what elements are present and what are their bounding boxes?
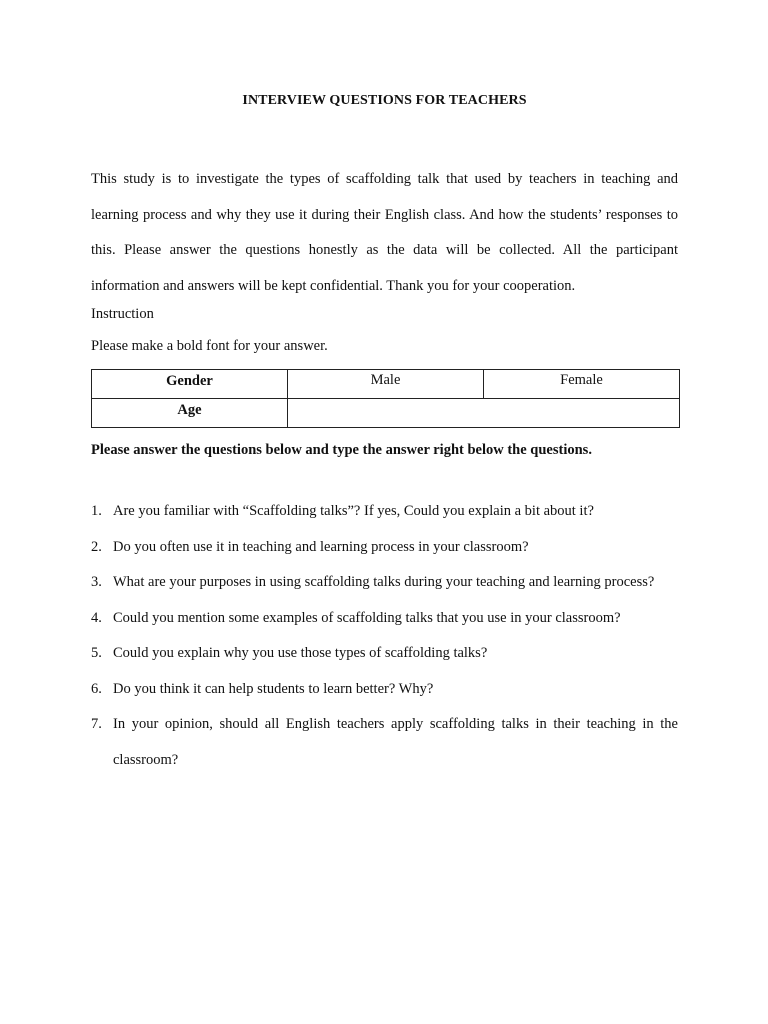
- question-text: Are you familiar with “Scaffolding talks”? If yes, Could you explain a bit about it?: [113, 503, 594, 519]
- gender-option-female[interactable]: Female: [484, 370, 680, 399]
- intro-paragraph: This study is to investigate the types of scaffolding talk that used by teachers in teaching and learning process and why they use it during their English class. And how the students’ responses to this. Please answer the questions honestly as the data will be collected. All the participant information and answers will be kept confidential. Thank you for your cooperation.: [91, 171, 678, 294]
- question-item: [91, 636, 678, 672]
- gender-label: Gender: [92, 370, 288, 399]
- question-item: [91, 530, 678, 566]
- question-number: 3.: [91, 574, 102, 590]
- age-value-cell[interactable]: [288, 399, 680, 428]
- question-number: 4.: [91, 609, 102, 626]
- question-number: 1.: [91, 503, 102, 519]
- instruction-heading: Instruction: [91, 306, 154, 322]
- document-title: INTERVIEW QUESTIONS FOR TEACHERS: [242, 93, 527, 108]
- question-item: [91, 601, 678, 637]
- gender-option-male[interactable]: Male: [288, 370, 484, 399]
- question-text: Could you mention some examples of scaffolding talks that you use in your classroom?: [113, 609, 621, 626]
- age-label: Age: [92, 399, 288, 428]
- question-number: 5.: [91, 645, 102, 661]
- question-list: [91, 494, 678, 778]
- question-item: [91, 494, 678, 530]
- question-item: [91, 707, 678, 778]
- question-text: Could you explain why you use those types of scaffolding talks?: [113, 645, 488, 661]
- question-text: Do you think it can help students to learn better? Why?: [113, 680, 434, 697]
- question-number: 2.: [91, 538, 102, 555]
- age-row: [92, 399, 680, 428]
- question-item: [91, 565, 678, 601]
- instruction-text: Please make a bold font for your answer.: [91, 338, 328, 354]
- question-number: 7.: [91, 716, 102, 732]
- respondent-info-table: [91, 369, 680, 428]
- gender-row: [92, 370, 680, 399]
- question-text: In your opinion, should all English teachers apply scaffolding talks in their teaching in the classroom?: [113, 716, 678, 768]
- question-number: 6.: [91, 680, 102, 697]
- question-text: Do you often use it in teaching and learning process in your classroom?: [113, 538, 529, 555]
- question-text: What are your purposes in using scaffolding talks during your teaching and learning process?: [113, 574, 655, 590]
- answer-directive: Please answer the questions below and type the answer right below the questions.: [91, 442, 592, 458]
- question-item: [91, 672, 678, 708]
